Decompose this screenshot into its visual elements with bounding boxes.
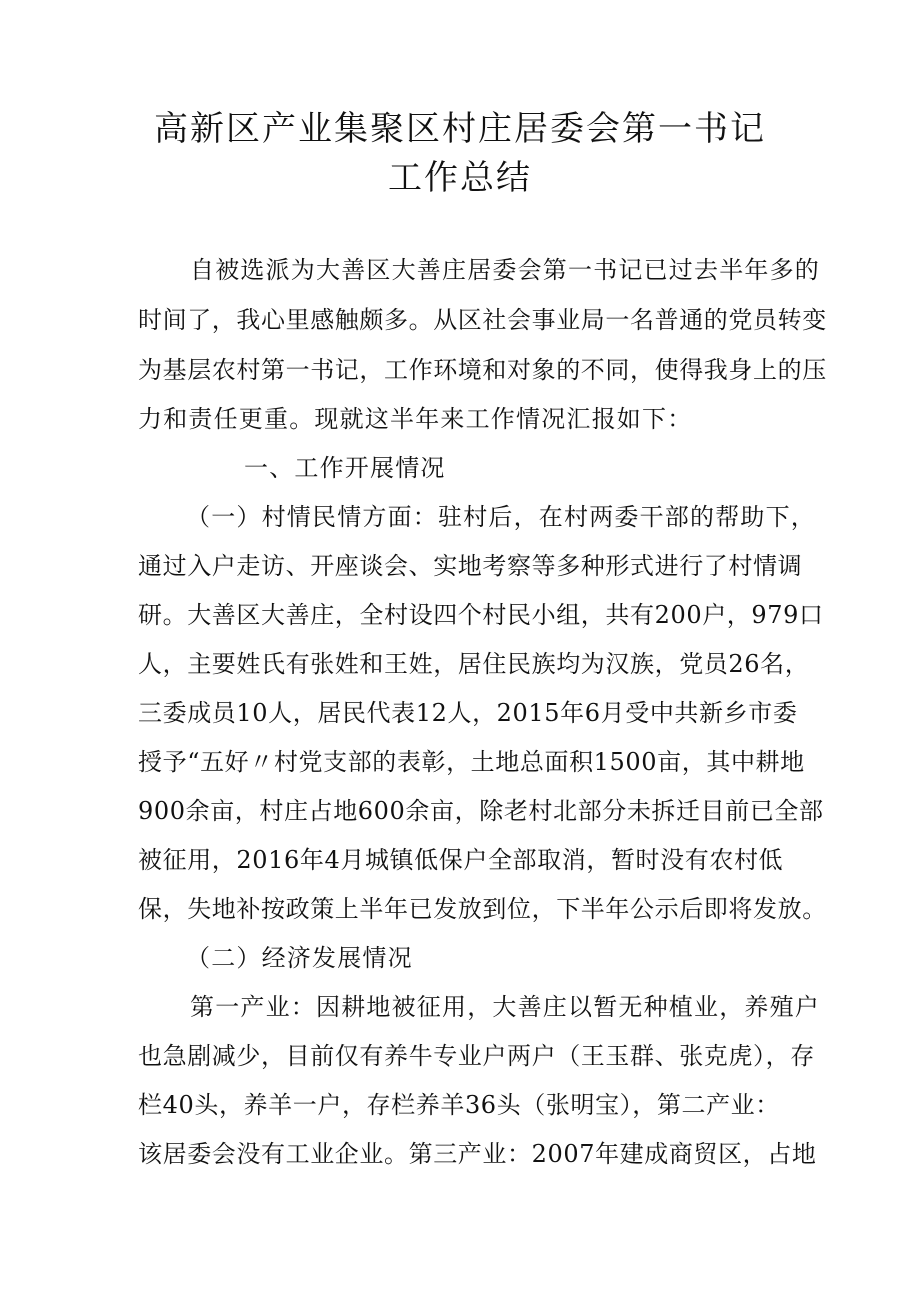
document-title-line-1: 高新区产业集聚区村庄居委会第一书记	[154, 109, 766, 149]
paragraph-line: 时间了，我心里感触颇多。从区社会事业局一名普通的党员转变	[138, 306, 827, 334]
section-heading: （二）经济发展情况	[186, 944, 413, 972]
paragraph-line: 900余亩，村庄占地600余亩，除老村北部分未拆迁目前已全部	[138, 797, 824, 825]
paragraph-line: 也急剧减少，目前仅有养牛专业户两户（王玉群、张克虎），存	[138, 1042, 815, 1070]
paragraph-line: 栏40头，养羊一户，存栏养羊36头（张明宝），第二产业：	[138, 1091, 780, 1119]
paragraph-line: 人，主要姓氏有张姓和王姓，居住民族均为汉族，党员26名，	[138, 650, 810, 678]
paragraph-line: 通过入户走访、开座谈会、实地考察等多种形式进行了村情调	[138, 552, 803, 580]
document-title-line-2: 工作总结	[388, 158, 532, 198]
paragraph-line: 为基层农村第一书记，工作环境和对象的不同，使得我身上的压	[138, 356, 827, 384]
paragraph-line: 三委成员10人，居民代表12人，2015年6月受中共新乡市委	[138, 699, 798, 727]
paragraph-line: 第一产业：因耕地被征用，大善庄以暂无种植业，养殖户	[190, 993, 820, 1021]
paragraph-line: 授予“五好〃村党支部的表彰，土地总面积1500亩，其中耕地	[138, 748, 805, 776]
paragraph-line: 研。大善区大善庄，全村设四个村民小组，共有200户，979口	[138, 601, 824, 629]
paragraph-line: 该居委会没有工业企业。第三产业：2007年建成商贸区，占地	[138, 1140, 817, 1168]
section-heading: 一、工作开展情况	[244, 454, 446, 482]
paragraph-line: 保，失地补按政策上半年已发放到位，下半年公示后即将发放。	[138, 895, 827, 923]
paragraph-line: 力和责任更重。现就这半年来工作情况汇报如下：	[138, 405, 693, 433]
paragraph-line: （一）村情民情方面：驻村后，在村两委干部的帮助下，	[186, 503, 816, 531]
paragraph-line: 自被选派为大善区大善庄居委会第一书记已过去半年多的	[190, 256, 820, 284]
paragraph-line: 被征用，2016年4月城镇低保户全部取消，暂时没有农村低	[138, 846, 784, 874]
